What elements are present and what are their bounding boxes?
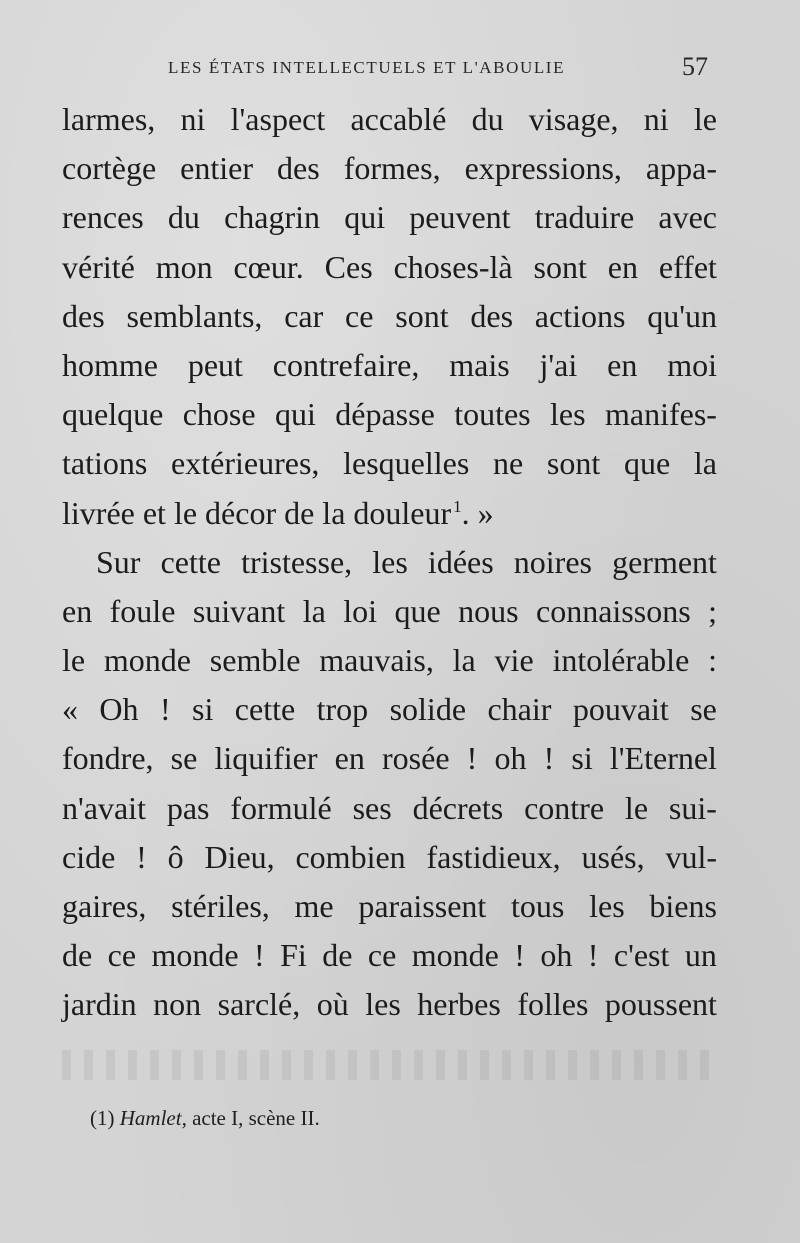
word: cide [62,838,116,875]
word: tous [511,888,565,924]
word: ni [643,101,669,137]
word: pas [166,789,210,826]
word: les [589,888,625,924]
line-words [62,587,717,636]
word: qui [274,396,316,433]
word: mauvais, [319,642,434,679]
word: l'aspect [230,101,326,137]
word: larmes, [62,101,156,137]
text-line [62,882,717,931]
line-words [62,931,717,980]
word: nous [458,592,519,629]
word: avec [658,199,717,236]
word: suivant [192,592,286,629]
word: combien [295,838,406,875]
bleed-through-text [62,1050,717,1080]
word: tristesse, [241,543,353,580]
word: cette [160,543,221,580]
line-words [62,685,717,734]
word: stériles, [171,888,270,924]
word: noires [513,543,592,580]
word: usés, [581,838,645,875]
footnote-work-title: Hamlet, [119,1106,187,1130]
line-words [62,439,717,488]
word: visage, [528,101,619,137]
word: des [62,297,105,334]
word: monde [103,642,191,679]
word: formes, [343,150,441,187]
word: paraissent [358,888,487,924]
word: ! [136,838,147,875]
word: oh [540,937,573,974]
word: monde [151,937,239,974]
word: ce [367,937,397,974]
word: peut [187,346,243,383]
word: gaires, [62,888,147,924]
footnote-reference [453,489,494,538]
text-line [62,390,717,439]
text-line [62,144,717,193]
word: fondre, [62,740,154,777]
word: ô [167,838,184,875]
line-words [62,489,717,538]
line-text: livrée et le décor de la douleur [62,494,452,531]
word: des [277,150,320,187]
word: contrefaire, [272,346,420,383]
word: Ces [324,248,373,285]
word: le [62,642,86,679]
word: peuvent [409,199,511,236]
word: manifes- [604,396,717,433]
word: que [623,445,671,482]
word: entier [180,150,254,187]
word: chair [487,691,552,728]
word: ! [159,691,171,728]
word: ! [514,937,525,974]
word: ni [180,101,206,137]
word: mon [155,248,213,285]
word: les [550,396,586,433]
line-words [62,980,717,1029]
word: contre [524,789,605,826]
word: sont [533,248,587,285]
text-line [62,292,717,341]
word: semblants, [126,297,263,334]
word: l'Eternel [609,740,717,777]
word: semble [209,642,301,679]
word: en [334,740,365,777]
line-words [62,833,717,882]
word: le [624,789,649,826]
word: Oh [99,691,139,728]
word: rences [62,199,144,236]
word: choses-là [393,248,513,285]
word: traduire [534,199,635,236]
word: actions [534,297,626,334]
word: si [571,740,593,777]
footnote-number: (1) [90,1106,115,1130]
line-words [62,390,717,439]
text-line [62,587,717,636]
word: se [690,691,717,728]
word: si [192,691,214,728]
word: car [284,297,324,334]
footnote-reference-text: acte I, scène II. [192,1106,320,1130]
line-words [62,882,717,931]
text-line [62,95,717,144]
word: non [153,986,202,1023]
word: vie [494,642,534,679]
word: ce [345,297,374,334]
word: connaissons [535,592,691,629]
text-line [62,439,717,488]
word: en [62,592,93,629]
line-words [62,784,717,833]
word: me [294,888,334,924]
word: les [365,986,401,1023]
word: ! [587,937,599,974]
word: des [470,297,514,334]
word: se [170,740,198,777]
word: oh [494,740,527,777]
word: ses [352,789,392,826]
word: liquifier [214,740,318,777]
word: un [684,937,717,974]
word: cœur. [233,248,304,285]
line-words [96,538,717,587]
word: qui [344,199,386,236]
line-words [62,292,717,341]
word: vérité [62,248,135,285]
text-line [62,243,717,292]
word: la [693,445,717,482]
text-line [62,931,717,980]
word: qu'un [647,297,717,334]
word: moi [667,346,717,383]
body-text [62,95,717,1030]
word: expressions, [464,150,622,187]
word: les [372,543,408,580]
word: Fi [280,937,307,974]
word: en [607,248,638,285]
text-line [62,784,717,833]
line-words [62,734,717,783]
word: n'avait [62,789,146,826]
word: rosée [382,740,450,777]
line-words [62,193,717,242]
word: ne [492,445,524,482]
word: effet [658,248,717,285]
word: fastidieux, [426,838,561,875]
line-words [62,341,717,390]
text-line [62,341,717,390]
word: en [607,346,638,383]
word: cortège [62,150,157,187]
word: homme [62,346,158,383]
word: lesquelles [343,445,470,482]
line-words [62,243,717,292]
page-number: 57 [682,52,708,81]
word: loi [343,592,378,629]
word: chagrin [224,199,321,236]
word: tations [62,445,148,482]
word: germent [612,543,717,580]
word: herbes [417,986,501,1023]
text-line [62,833,717,882]
word: trop [316,691,369,728]
word: jardin [62,986,137,1023]
text-line [62,193,717,242]
word: du [471,101,504,137]
word: toutes [454,396,531,433]
word: ; [708,592,717,629]
running-head: LES ÉTATS INTELLECTUELS ET L'ABOULIE [168,58,566,77]
word: : [708,642,717,679]
word: appa- [645,150,717,187]
word: sont [546,445,601,482]
line-words [62,95,717,144]
word: « [62,691,78,728]
word: vul- [665,838,717,875]
word: idées [427,543,494,580]
word: cette [234,691,296,728]
word: c'est [613,937,670,974]
paragraph-start-line [62,538,717,587]
word: le [693,101,717,137]
word: poussent [604,986,717,1023]
word: solide [389,691,467,728]
word: mais [449,346,510,383]
word: décrets [412,789,504,826]
text-line [62,685,717,734]
word: ce [107,937,137,974]
text-line [62,980,717,1029]
text-line [62,636,717,685]
word: de [322,937,353,974]
word: pouvait [572,691,669,728]
word: monde [411,937,499,974]
closing-quote: . » [461,494,494,531]
word: accablé [350,101,447,137]
word: que [394,592,441,629]
word: formulé [230,789,332,826]
footnote-marker: 1 [453,496,462,516]
word: la [452,642,476,679]
word: du [167,199,200,236]
word: la [302,592,326,629]
word: ! [254,937,265,974]
word: Dieu, [204,838,275,875]
word: foule [109,592,176,629]
word: extérieures, [171,445,320,482]
word: dépasse [335,396,435,433]
word: sarclé, [217,986,301,1023]
word: ! [543,740,555,777]
footnote [90,1106,320,1131]
word: chose [182,396,256,433]
word: biens [649,888,717,924]
word: quelque [62,396,164,433]
line-words [62,636,717,685]
word: j'ai [539,346,578,383]
word: sui- [668,789,717,826]
word: ! [466,740,478,777]
word: Sur [96,543,141,580]
text-line [62,734,717,783]
word: de [62,937,93,974]
word: sont [395,297,449,334]
line-words [62,144,717,193]
word: où [316,986,349,1023]
word: folles [517,986,589,1023]
word: intolérable [552,642,690,679]
paragraph-end-line [62,489,717,538]
